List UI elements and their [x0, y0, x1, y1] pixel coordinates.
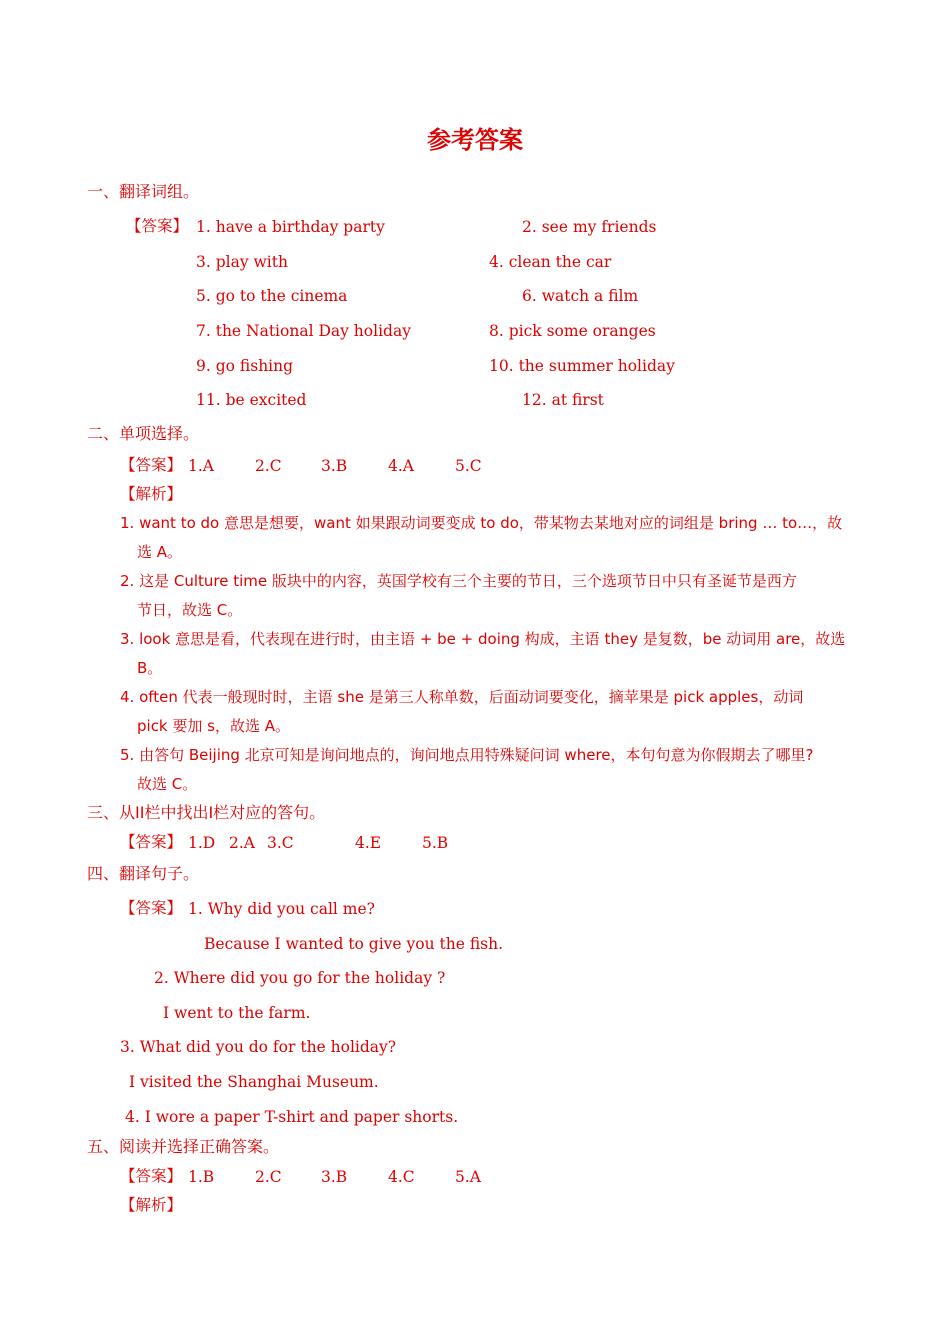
match-answer-2: 2.A: [229, 834, 255, 852]
sentence-2-question: 2. Where did you go for the holiday ?: [154, 969, 446, 987]
section-1-heading: 一、翻译词组。: [87, 182, 200, 201]
phrase-11: 11. be excited: [196, 391, 307, 409]
analysis-5-line-2: 故选 C。: [137, 775, 198, 793]
reading-answer-4: 4.C: [388, 1168, 415, 1186]
phrase-12: 12. at first: [522, 391, 604, 409]
choice-answer-3: 3.B: [321, 457, 348, 475]
reading-answer-5: 5.A: [455, 1168, 481, 1186]
analysis-1-line-2: 选 A。: [137, 543, 183, 561]
phrase-1: 1. have a birthday party: [196, 218, 385, 236]
phrase-5: 5. go to the cinema: [196, 287, 348, 305]
choice-answer-5: 5.C: [455, 457, 482, 475]
answer-tag: 【答案】: [120, 833, 183, 851]
match-answer-4: 4.E: [355, 834, 382, 852]
answer-tag: 【答案】: [120, 899, 183, 917]
sentence-3-question: 3. What did you do for the holiday?: [120, 1038, 397, 1056]
sentence-3-answer: I visited the Shanghai Museum.: [129, 1073, 379, 1091]
page-title: 参考答案: [427, 126, 523, 154]
answer-tag: 【答案】: [126, 217, 189, 235]
match-answer-1: 1.D: [188, 834, 216, 852]
phrase-10: 10. the summer holiday: [489, 357, 675, 375]
sentence-1-answer: Because I wanted to give you the fish.: [204, 935, 504, 953]
reading-answer-1: 1.B: [188, 1168, 215, 1186]
phrase-4: 4. clean the car: [489, 253, 612, 271]
section-3-heading: 三、从II栏中找出I栏对应的答句。: [87, 803, 326, 822]
choice-answer-4: 4.A: [388, 457, 414, 475]
phrase-9: 9. go fishing: [196, 357, 294, 375]
phrase-6: 6. watch a film: [522, 287, 639, 305]
analysis-5-line-1: 5. 由答句 Beijing 北京可知是询问地点的，询问地点用特殊疑问词 where，本句句意为你假期去了哪里?: [120, 746, 814, 764]
phrase-8: 8. pick some oranges: [489, 322, 656, 340]
sentence-1-question: 1. Why did you call me?: [188, 900, 375, 918]
sentence-2-answer: I went to the farm.: [163, 1004, 311, 1022]
analysis-3-line-2: B。: [137, 659, 163, 677]
phrase-3: 3. play with: [196, 253, 288, 271]
analysis-4-line-2: pick 要加 s，故选 A。: [137, 717, 291, 735]
analysis-1-line-1: 1. want to do 意思是想要，want 如果跟动词要变成 to do，带某物去某地对应的词组是 bring … to…，故: [120, 514, 843, 532]
phrase-7: 7. the National Day holiday: [196, 322, 411, 340]
analysis-2-line-1: 2. 这是 Culture time 版块中的内容，英国学校有三个主要的节日，三个选项节日中只有圣诞节是西方: [120, 572, 797, 590]
analysis-tag: 【解析】: [120, 1196, 183, 1214]
section-5-heading: 五、阅读并选择正确答案。: [87, 1137, 280, 1156]
section-2-heading: 二、单项选择。: [87, 424, 200, 443]
analysis-2-line-2: 节日，故选 C。: [137, 601, 243, 619]
choice-answer-1: 1.A: [188, 457, 214, 475]
analysis-3-line-1: 3. look 意思是看，代表现在进行时，由主语 + be + doing 构成，主语 they 是复数，be 动词用 are，故选: [120, 630, 846, 648]
sentence-4: 4. I wore a paper T-shirt and paper shorts.: [125, 1108, 459, 1126]
reading-answer-2: 2.C: [255, 1168, 282, 1186]
analysis-4-line-1: 4. often 代表一般现时时，主语 she 是第三人称单数，后面动词要变化，摘苹果是 pick apples，动词: [120, 688, 804, 706]
match-answer-3: 3.C: [267, 834, 294, 852]
reading-answer-3: 3.B: [321, 1168, 348, 1186]
analysis-tag: 【解析】: [120, 485, 183, 503]
phrase-2: 2. see my friends: [522, 218, 657, 236]
match-answer-5: 5.B: [422, 834, 449, 852]
section-4-heading: 四、翻译句子。: [87, 864, 200, 883]
answer-tag: 【答案】: [120, 456, 183, 474]
choice-answer-2: 2.C: [255, 457, 282, 475]
answer-tag: 【答案】: [120, 1167, 183, 1185]
